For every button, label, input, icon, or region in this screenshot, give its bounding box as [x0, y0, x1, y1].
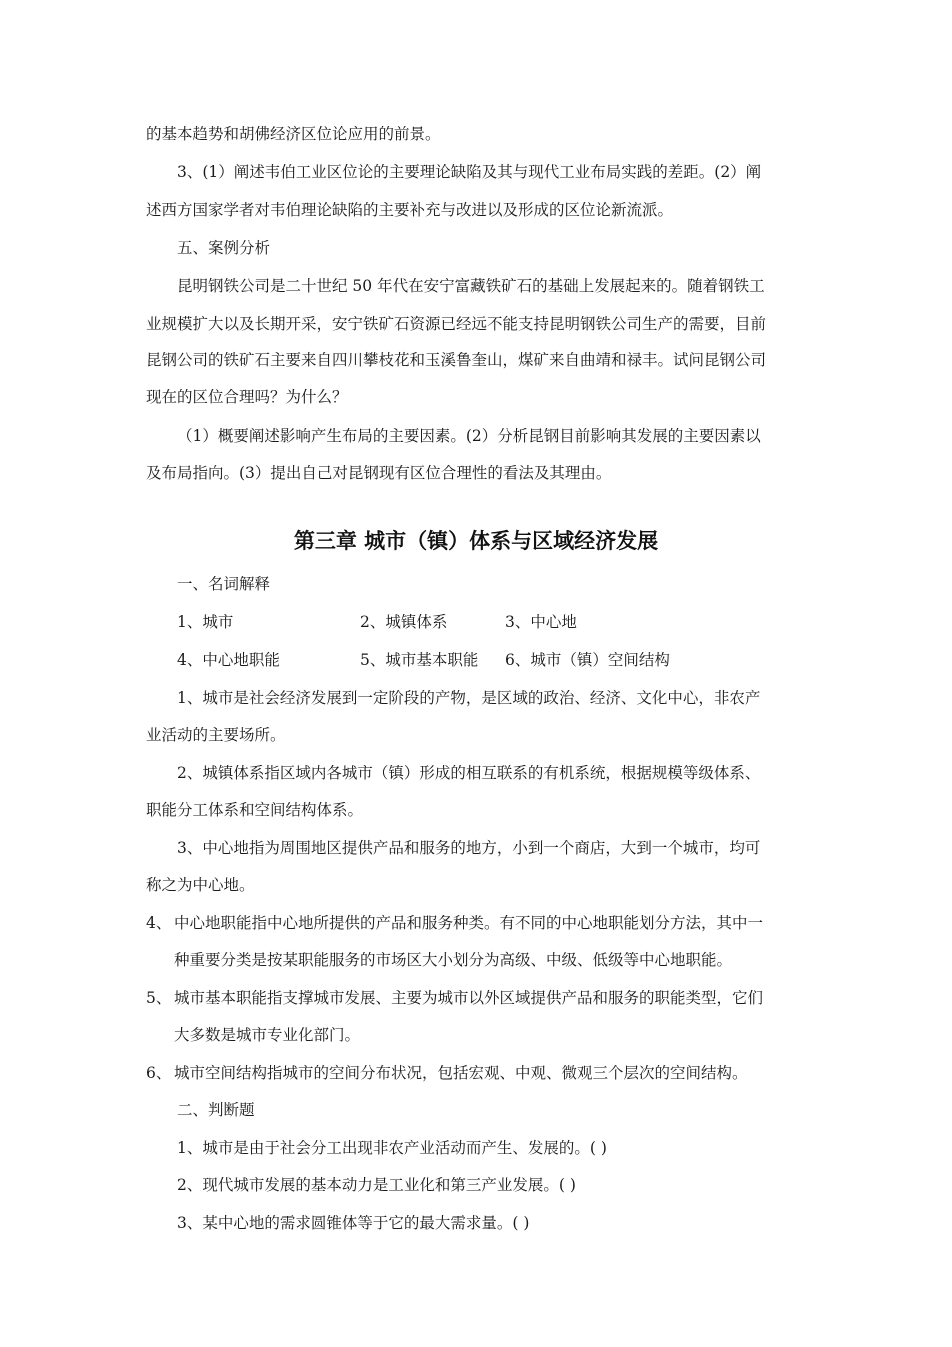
term-item: 5、城市基本职能	[360, 651, 479, 669]
section-heading-case-analysis: 五、案例分析	[177, 239, 271, 257]
term-item: 4、中心地职能	[177, 651, 280, 669]
term-item: 2、城镇体系	[360, 613, 448, 631]
judgement-question-2: 2、现代城市发展的基本动力是工业化和第三产业发展。( )	[177, 1176, 576, 1194]
definition-5-line2: 大多数是城市专业化部门。	[174, 1026, 361, 1044]
case-paragraph-line1: 昆明钢铁公司是二十世纪 50 年代在安宁富藏铁矿石的基础上发展起来的。随着钢铁工	[177, 277, 765, 295]
definition-3-line2: 称之为中心地。	[146, 876, 255, 894]
definition-6-line1: 城市空间结构指城市的空间分布状况，包括宏观、中观、微观三个层次的空间结构。	[174, 1064, 748, 1082]
terms-heading: 一、名词解释	[177, 575, 271, 593]
definition-1-line1: 1、城市是社会经济发展到一定阶段的产物，是区域的政治、经济、文化中心，非农产	[177, 689, 761, 707]
case-paragraph-line3: 昆钢公司的铁矿石主要来自四川攀枝花和玉溪鲁奎山，煤矿来自曲靖和禄丰。试问昆钢公司	[146, 351, 767, 369]
case-paragraph-line2: 业规模扩大以及长期开采，安宁铁矿石资源已经远不能支持昆明钢铁公司生产的需要，目前	[146, 315, 767, 333]
term-item: 3、中心地	[505, 613, 577, 631]
definition-2-line2: 职能分工体系和空间结构体系。	[146, 801, 364, 819]
chapter-title: 第三章 城市（镇）体系与区域经济发展	[293, 529, 659, 553]
term-item: 6、城市（镇）空间结构	[505, 651, 670, 669]
definition-5-number: 5、	[146, 989, 172, 1007]
intro-line: 的基本趋势和胡佛经济区位论应用的前景。	[146, 125, 441, 143]
hint-line2: 及布局指向。(3）提出自己对昆钢现有区位合理性的看法及其理由。	[146, 464, 612, 482]
definition-2-line1: 2、城镇体系指区域内各城市（镇）形成的相互联系的有机系统，根据规模等级体系、	[177, 764, 761, 782]
definition-6-number: 6、	[146, 1064, 172, 1082]
definition-1-line2: 业活动的主要场所。	[146, 726, 286, 744]
hint-line1: （1）概要阐述影响产生布局的主要因素。(2）分析昆钢目前影响其发展的主要因素以	[177, 427, 761, 445]
definition-4-line2: 种重要分类是按某职能服务的市场区大小划分为高级、中级、低级等中心地职能。	[174, 951, 733, 969]
judgement-heading: 二、判断题	[177, 1101, 255, 1119]
judgement-question-3: 3、某中心地的需求圆锥体等于它的最大需求量。( )	[177, 1214, 530, 1232]
definition-3-line1: 3、中心地指为周围地区提供产品和服务的地方，小到一个商店，大到一个城市，均可	[177, 839, 761, 857]
case-paragraph-line4: 现在的区位合理吗？为什么？	[146, 388, 348, 406]
definition-4-number: 4、	[146, 914, 172, 932]
definition-5-line1: 城市基本职能指支撑城市发展、主要为城市以外区域提供产品和服务的职能类型，它们	[174, 989, 764, 1007]
term-item: 1、城市	[177, 613, 234, 631]
question-3-line2: 述西方国家学者对韦伯理论缺陷的主要补充与改进以及形成的区位论新流派。	[146, 201, 674, 219]
judgement-question-1: 1、城市是由于社会分工出现非农产业活动而产生、发展的。( )	[177, 1139, 607, 1157]
question-3-line1: 3、(1）阐述韦伯工业区位论的主要理论缺陷及其与现代工业布局实践的差距。(2）阐	[177, 163, 762, 181]
definition-4-line1: 中心地职能指中心地所提供的产品和服务种类。有不同的中心地职能划分方法，其中一	[174, 914, 764, 932]
